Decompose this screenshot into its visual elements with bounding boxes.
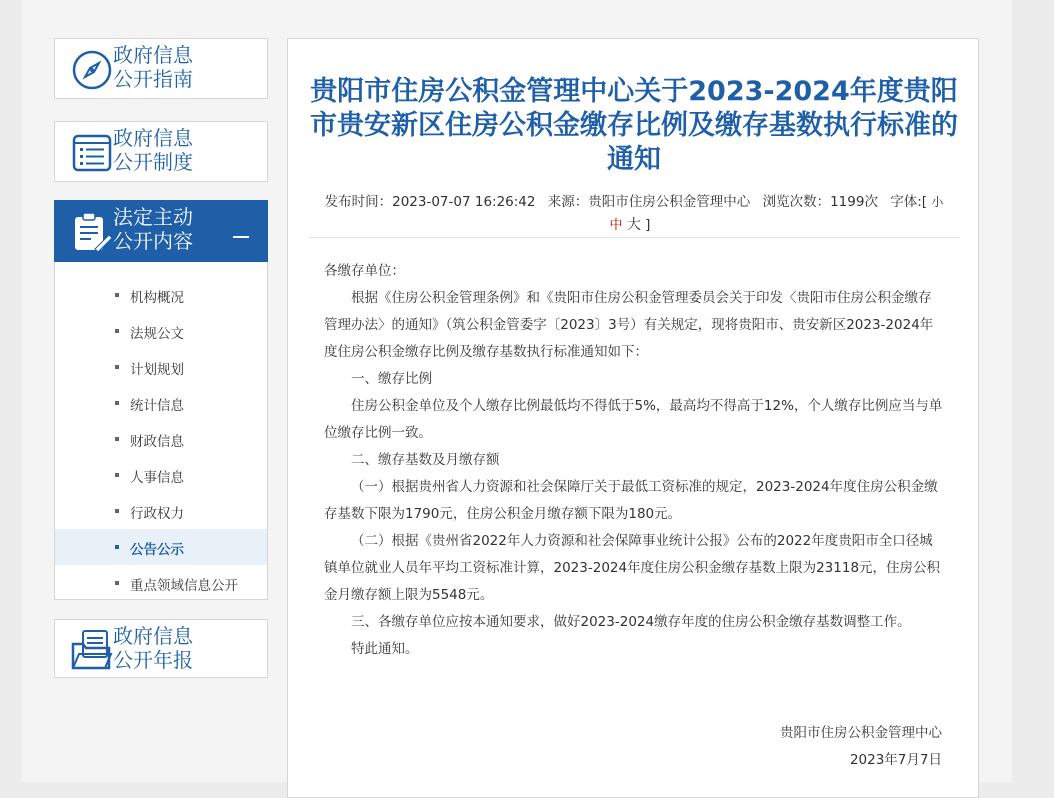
sidebar-guide-link[interactable] (54, 38, 268, 99)
sidebar-item-regulations[interactable] (55, 313, 267, 349)
publish-time: 发布时间：2023-07-07 16:26:42 (324, 194, 536, 210)
section-heading: 一、缴存比例 (351, 371, 432, 387)
bullet-icon (115, 473, 119, 477)
article-body (324, 258, 944, 663)
sidebar-item-label: 机构概况 (130, 290, 184, 306)
sidebar-active-title: 法定主动 公开内容 (113, 205, 193, 253)
paragraph: 三、各缴存单位应按本通知要求，做好2023-2024缴存年度的住房公积金缴存基数调整工作。 (351, 614, 911, 630)
article-meta (308, 191, 960, 237)
bullet-icon (115, 401, 119, 405)
paragraph: 根据《住房公积金管理条例》和《贵阳市住房公积金管理委员会关于印发〈贵阳市住房公积金缴存管理办法〉的通知》（筑公积金管委字〔2023〕3号）有关规定，现将贵阳市、贵安新区2023-2024年度住房公积金缴存比例及缴存基数执行标准通知如下： (324, 290, 934, 360)
article-panel (287, 38, 979, 798)
compass-icon (71, 49, 113, 91)
sidebar-item-label: 计划规划 (130, 362, 184, 378)
paragraph: （二）根据《贵州省2022年人力资源和社会保障事业统计公报》公布的2022年度贵阳市全口径城镇单位就业人员年平均工资标准计算，2023-2024年度住房公积金缴存基数上限为23118元，住房公积金月缴存额上限为5548元。 (324, 533, 941, 603)
sidebar-annual-report-title: 政府信息 公开年报 (113, 624, 193, 672)
sidebar-item-label: 法规公文 (130, 326, 184, 342)
paragraph: （一）根据贵州省人力资源和社会保障厅关于最低工资标准的规定，2023-2024年度住房公积金缴存基数下限为1790元，住房公积金月缴存额下限为180元。 (324, 479, 938, 522)
sidebar-item-statistics[interactable] (55, 385, 267, 421)
font-medium-button[interactable]: 中 (609, 218, 623, 233)
sidebar-item-label: 统计信息 (130, 398, 184, 414)
sidebar-item-label: 人事信息 (130, 470, 184, 486)
font-small-button[interactable]: 小 (931, 195, 944, 209)
source: 来源：贵阳市住房公积金管理中心 (547, 194, 751, 210)
sign-date: 2023年7月7日 (849, 752, 942, 768)
sidebar-item-admin-power[interactable] (55, 493, 267, 529)
sidebar-item-key-areas[interactable] (55, 565, 267, 601)
sidebar-rules-title: 政府信息 公开制度 (113, 126, 193, 174)
bullet-icon (115, 509, 119, 513)
closing: 特此通知。 (351, 641, 419, 657)
sidebar-item-label: 重点领域信息公开 (130, 578, 238, 594)
bullet-icon (115, 545, 119, 549)
sidebar-guide-title: 政府信息 公开指南 (113, 43, 193, 91)
font-size-close: ] (645, 217, 651, 233)
sidebar-item-finance[interactable] (55, 421, 267, 457)
sidebar-annual-report-link[interactable] (54, 619, 268, 678)
paragraph: 住房公积金单位及个人缴存比例最低均不得低于5%，最高均不得高于12%，个人缴存比例应当与单位缴存比例一致。 (324, 398, 943, 441)
salutation: 各缴存单位： (324, 263, 405, 279)
list-document-icon (71, 132, 113, 174)
divider (308, 237, 960, 238)
bullet-icon (115, 293, 119, 297)
sidebar-item-plans[interactable] (55, 349, 267, 385)
sidebar-active-section[interactable] (54, 200, 268, 262)
signature: 贵阳市住房公积金管理中心 (780, 725, 942, 741)
sidebar-item-label: 公告公示 (130, 542, 184, 558)
article-title: 贵阳市住房公积金管理中心关于2023-2024年度贵阳市贵安新区住房公积金缴存比例及缴存基数执行标准的通知 (310, 76, 958, 175)
view-count: 浏览次数：1199次 (762, 194, 878, 210)
sidebar-item-label: 行政权力 (130, 506, 184, 522)
bullet-icon (115, 365, 119, 369)
sidebar-item-personnel[interactable] (55, 457, 267, 493)
sidebar-submenu (54, 262, 268, 600)
bullet-icon (115, 437, 119, 441)
clipboard-edit-icon (71, 211, 113, 253)
sidebar-item-org[interactable] (55, 277, 267, 313)
sidebar-item-label: 财政信息 (130, 434, 184, 450)
bullet-icon (115, 581, 119, 585)
section-heading: 二、缴存基数及月缴存额 (351, 452, 500, 468)
folder-document-icon (71, 628, 113, 670)
bullet-icon (115, 329, 119, 333)
font-large-button[interactable]: 大 (626, 217, 641, 233)
font-size-label: 字体:[ (890, 194, 928, 210)
collapse-icon[interactable] (233, 236, 249, 238)
sidebar-rules-link[interactable] (54, 121, 268, 182)
sidebar-item-announcements[interactable] (55, 529, 267, 565)
